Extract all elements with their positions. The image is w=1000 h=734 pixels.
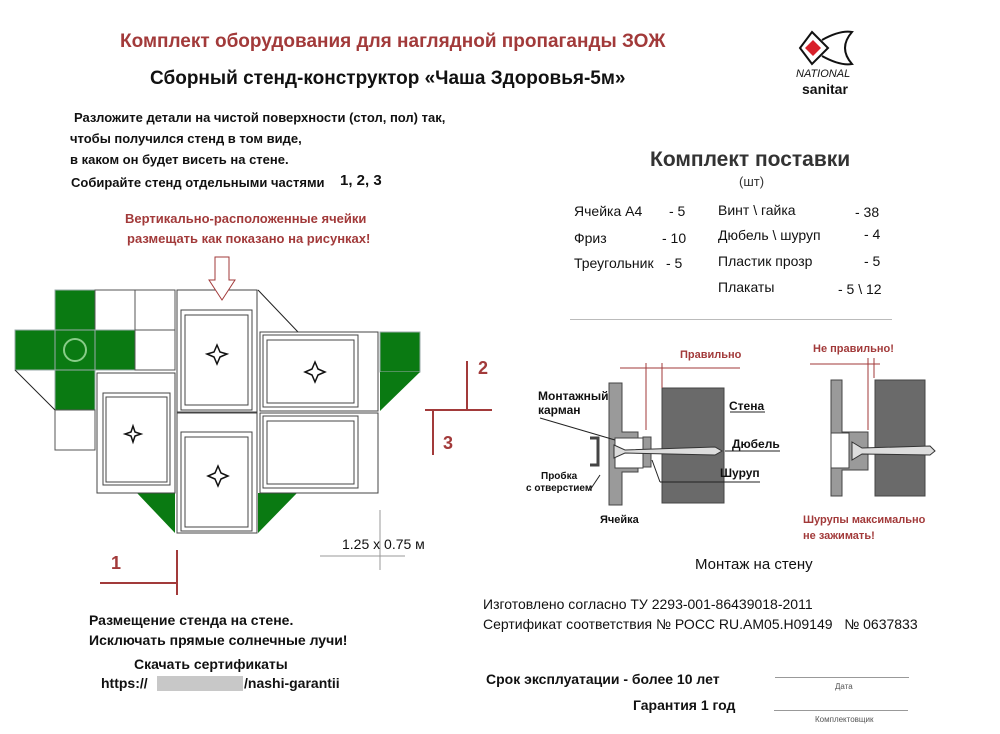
instruction-line: Разложите детали на чистой поверхности (стол, пол) так, xyxy=(74,110,446,125)
cell-label: Ячейка xyxy=(600,514,639,526)
screw-warning: не зажимать! xyxy=(803,530,875,542)
tu-text: Изготовлено согласно ТУ 2293-001-86439018-2011 xyxy=(483,596,813,612)
pocket-label: карман xyxy=(538,403,581,417)
kit-item-name: Пластик прозр xyxy=(718,253,813,269)
kit-unit: (шт) xyxy=(739,174,765,189)
date-line xyxy=(775,677,909,678)
correct-label: Правильно xyxy=(680,349,742,361)
kit-item-qty: - 10 xyxy=(662,230,687,246)
kit-item-name: Винт \ гайка xyxy=(718,202,796,218)
kit-item-qty: - 5 xyxy=(669,203,686,219)
kit-item-qty: - 4 xyxy=(864,226,881,242)
assemble-text: Собирайте стенд отдельными частями xyxy=(71,175,325,190)
placement-text: Исключать прямые солнечные лучи! xyxy=(89,632,348,648)
parts-text: 1, 2, 3 xyxy=(340,172,382,189)
kit-item-name: Треугольник xyxy=(574,255,654,271)
warning-line: размещать как показано на рисунках! xyxy=(127,231,371,246)
kit-item-name: Плакаты xyxy=(718,279,775,295)
certs-url-suffix[interactable]: /nashi-garantii xyxy=(244,675,340,691)
dowel-label: Дюбель xyxy=(732,437,780,451)
logo-text-sanitar: sanitar xyxy=(802,81,848,97)
kit-item-qty: - 5 xyxy=(666,255,683,271)
instruction-line: чтобы получился стенд в том виде, xyxy=(70,131,302,146)
cert-text: Сертификат соответствия № РОСС RU.АМ05.Н09149 № 0637833 xyxy=(483,616,918,632)
wall-label: Стена xyxy=(729,399,765,413)
placement-text: Размещение стенда на стене. xyxy=(89,612,294,628)
logo-text-national: NATIONAL xyxy=(796,68,851,80)
part-3-label: 3 xyxy=(443,433,454,453)
pocket-label: Монтажный xyxy=(538,389,609,403)
incorrect-label: Не правильно! xyxy=(813,343,894,355)
main-title: Комплект оборудования для наглядной пропаганды ЗОЖ xyxy=(120,31,666,52)
subtitle: Сборный стенд-конструктор «Чаша Здоровья-5м» xyxy=(150,68,626,89)
lifetime-text: Срок эксплуатации - более 10 лет xyxy=(486,671,720,687)
instruction-line: в каком он будет висеть на стене. xyxy=(70,152,289,167)
kit-item-name: Дюбель \ шуруп xyxy=(718,227,821,243)
stand-size: 1.25 x 0.75 м xyxy=(342,536,425,552)
kit-title: Комплект поставки xyxy=(650,148,851,171)
packer-label: Комплектовщик xyxy=(815,715,874,724)
kit-item-qty: - 5 \ 12 xyxy=(838,281,882,297)
packer-line xyxy=(774,710,908,711)
screw-warning: Шурупы максимально xyxy=(803,514,926,526)
plug-label: с отверстием xyxy=(526,483,593,494)
part-1-label: 1 xyxy=(111,553,122,573)
certs-title: Скачать сертификаты xyxy=(134,656,288,672)
kit-item-name: Фриз xyxy=(574,230,607,246)
warning-line: Вертикально-расположенные ячейки xyxy=(125,211,367,226)
kit-item-qty: - 5 xyxy=(864,253,881,269)
certs-url-prefix[interactable]: https:// xyxy=(101,675,148,691)
part-2-label: 2 xyxy=(478,358,489,378)
kit-item-qty: - 38 xyxy=(855,204,880,220)
screw-label: Шуруп xyxy=(720,466,760,480)
warranty-text: Гарантия 1 год xyxy=(633,697,736,713)
mounting-caption: Монтаж на стену xyxy=(695,556,813,573)
date-label: Дата xyxy=(835,682,853,691)
kit-item-name: Ячейка А4 xyxy=(574,203,643,219)
redacted-domain xyxy=(157,676,243,691)
plug-label: Пробка xyxy=(541,471,578,482)
